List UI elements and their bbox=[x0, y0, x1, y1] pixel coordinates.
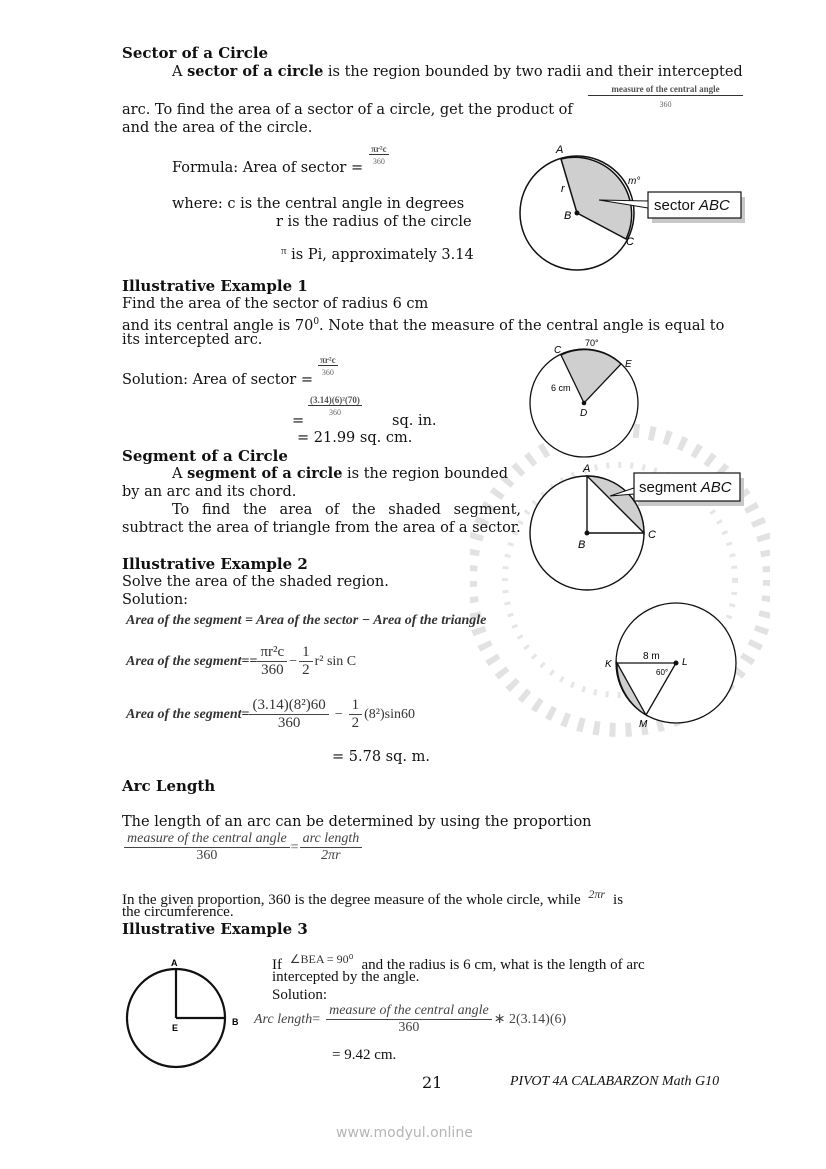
denominator: 2 bbox=[302, 661, 310, 678]
center-point bbox=[674, 661, 679, 666]
example1-formula-fraction bbox=[318, 355, 338, 377]
label-angle: 70° bbox=[585, 338, 599, 348]
label-K: K bbox=[605, 659, 612, 670]
sector-line2: arc. To find the area of a sector of a circle, get the product of bbox=[122, 102, 573, 118]
sector-heading: Sector of a Circle bbox=[122, 44, 269, 62]
minus-sign: − bbox=[334, 706, 343, 722]
ratio-fraction bbox=[588, 84, 743, 109]
sector-diagram bbox=[515, 140, 755, 275]
label-B: B bbox=[578, 539, 586, 551]
example2-result: = 5.78 sq. m. bbox=[332, 749, 430, 765]
label-C: C bbox=[648, 529, 656, 541]
sector-formula-fraction bbox=[369, 144, 389, 166]
label-angle: 60° bbox=[656, 668, 669, 677]
example1-step-eq: = bbox=[292, 413, 305, 429]
formula-denominator: 360 bbox=[321, 368, 334, 377]
example1-line3: its intercepted arc. bbox=[122, 332, 263, 348]
numerator: measure of the central angle bbox=[326, 1004, 492, 1020]
label-C: C bbox=[626, 236, 634, 248]
text: If bbox=[272, 957, 282, 973]
label-radius: 6 cm bbox=[551, 383, 571, 393]
example3-solution: Solution: bbox=[272, 987, 328, 1003]
eq-tail: r² sin C bbox=[314, 653, 357, 669]
label-L: L bbox=[682, 657, 688, 668]
numerator: πr²c bbox=[257, 645, 287, 662]
center-point bbox=[582, 401, 587, 406]
ratio-denominator: 360 bbox=[659, 100, 672, 109]
eq-fraction bbox=[326, 1004, 492, 1035]
sector-line3: and the area of the circle. bbox=[122, 120, 313, 136]
text: In the given proportion, 360 is the degree measure of the whole circle, while bbox=[122, 892, 581, 908]
formula-numerator: πr²c bbox=[371, 144, 387, 154]
example3-heading: Illustrative Example 3 bbox=[122, 920, 308, 938]
example1-step-unit: sq. in. bbox=[392, 413, 437, 429]
sector-formula-label: Formula: Area of sector = bbox=[172, 160, 364, 176]
segment-intro bbox=[172, 465, 508, 483]
numerator: arc length bbox=[300, 832, 363, 848]
where-r: r is the radius of the circle bbox=[276, 214, 472, 230]
text: A bbox=[172, 64, 188, 80]
book-title: PIVOT 4A CALABARZON Math G10 bbox=[510, 1074, 720, 1089]
eq2-fraction bbox=[257, 645, 287, 678]
denominator: 360 bbox=[196, 847, 218, 863]
center-point bbox=[585, 531, 590, 536]
segment-diagram bbox=[520, 458, 750, 593]
arc-length-line3: the circumference. bbox=[122, 904, 234, 920]
example1-solution-label: Solution: Area of sector = bbox=[122, 372, 313, 388]
label-E: E bbox=[172, 1023, 179, 1033]
example3-line2: intercepted by the angle. bbox=[272, 969, 420, 985]
eq-lhs: Area of the segment bbox=[126, 706, 242, 722]
eq-sign: = bbox=[241, 706, 250, 722]
example2-eq1 bbox=[126, 612, 486, 629]
label-B: B bbox=[232, 1017, 239, 1027]
page-number: 21 bbox=[422, 1073, 443, 1092]
circumference-symbol: 2πr bbox=[588, 887, 606, 901]
equals-sign: = bbox=[290, 839, 299, 855]
example2-diagram bbox=[595, 595, 755, 740]
callout-label: segment ABC bbox=[639, 479, 732, 496]
example3-result: = 9.42 cm. bbox=[332, 1047, 397, 1063]
equals-sign: = bbox=[312, 1011, 321, 1027]
example1-line1: Find the area of the sector of radius 6 cm bbox=[122, 296, 429, 312]
proportion-left-fraction bbox=[124, 832, 290, 863]
label-r: r bbox=[561, 183, 565, 195]
segment-line2: by an arc and its chord. bbox=[122, 484, 297, 500]
eq-rhs: = Area of the sector − Area of the triangle bbox=[241, 613, 487, 628]
formula-numerator: πr²c bbox=[320, 355, 336, 365]
eq3-fraction bbox=[249, 698, 328, 731]
eq-sign: == bbox=[241, 653, 258, 669]
formula-denominator: 360 bbox=[372, 157, 385, 166]
example1-result: = 21.99 sq. cm. bbox=[297, 430, 413, 446]
label-A: A bbox=[583, 463, 591, 475]
sector-intro bbox=[172, 63, 743, 81]
where-c: where: c is the central angle in degrees bbox=[172, 196, 465, 212]
denominator: 360 bbox=[398, 1019, 420, 1035]
text: is the region bounded bbox=[342, 466, 509, 482]
segment-heading: Segment of a Circle bbox=[122, 447, 288, 465]
example2-eq2 bbox=[126, 645, 356, 678]
eq-lhs: Area of the segment bbox=[126, 653, 242, 669]
label-radius: 8 m bbox=[643, 651, 660, 662]
denominator: 360 bbox=[277, 714, 301, 731]
label-m: m° bbox=[628, 176, 641, 187]
example2-eq3 bbox=[126, 698, 415, 731]
half-fraction bbox=[299, 645, 313, 678]
example1-heading: Illustrative Example 1 bbox=[122, 277, 308, 295]
denominator: 2 bbox=[351, 714, 360, 731]
label-E: E bbox=[625, 359, 632, 370]
arc-length-line1: The length of an arc can be determined by using the proportion bbox=[122, 814, 592, 830]
numerator: 1 bbox=[349, 698, 363, 715]
label-M: M bbox=[639, 719, 648, 730]
arc-length-heading: Arc Length bbox=[122, 777, 216, 795]
callout-label: sector ABC bbox=[654, 197, 730, 214]
step-numerator: (3.14)(6)²(70) bbox=[310, 395, 360, 405]
text: is the region bounded by two radii and their intercepted bbox=[323, 64, 743, 80]
segment-para2: To find the area of the shaded segment, subtract the area of triangle from the area of a sector. bbox=[122, 502, 521, 536]
website-watermark[interactable]: www.modyul.online bbox=[336, 1125, 473, 1141]
label-B: B bbox=[564, 210, 572, 222]
example2-heading: Illustrative Example 2 bbox=[122, 555, 308, 573]
numerator: (3.14)(8²)60 bbox=[249, 698, 328, 715]
text: and the radius is 6 cm, what is the length of arc bbox=[361, 957, 645, 973]
label-C: C bbox=[554, 345, 562, 356]
where-pi bbox=[281, 242, 474, 264]
text: is bbox=[613, 892, 624, 908]
label-A: A bbox=[556, 144, 564, 156]
proportion-right-fraction bbox=[300, 832, 363, 863]
text: A bbox=[172, 466, 188, 482]
minus-sign: − bbox=[289, 653, 298, 669]
step-denominator: 360 bbox=[328, 408, 341, 417]
arc-proportion bbox=[124, 832, 362, 863]
angle-expression: ∠BEA = 90⁰ bbox=[289, 952, 354, 966]
label-D: D bbox=[580, 408, 588, 419]
text: and its central angle is 70 bbox=[122, 317, 314, 334]
term-segment: segment of a circle bbox=[187, 465, 343, 482]
text: . Note that the measure of the central angle is equal to bbox=[319, 317, 725, 334]
example2-solution: Solution: bbox=[122, 592, 189, 608]
example1-diagram bbox=[520, 335, 650, 460]
numerator: measure of the central angle bbox=[124, 832, 290, 848]
example3-diagram bbox=[115, 955, 250, 1070]
center-point bbox=[575, 211, 580, 216]
denominator: 2πr bbox=[321, 847, 341, 863]
pi-symbol: π bbox=[281, 245, 287, 257]
half-fraction bbox=[349, 698, 363, 731]
example1-step-fraction bbox=[308, 395, 362, 417]
degree-sup: 0 bbox=[313, 317, 320, 327]
example2-line1: Solve the area of the shaded region. bbox=[122, 574, 389, 590]
eq-tail: (8²)sin60 bbox=[364, 706, 415, 722]
example3-equation bbox=[254, 1004, 566, 1035]
ratio-numerator: measure of the central angle bbox=[588, 84, 743, 96]
eq-lhs: Arc length bbox=[254, 1011, 313, 1027]
term-sector: sector of a circle bbox=[187, 63, 324, 80]
eq-lhs: Area of the segment bbox=[126, 613, 242, 628]
denominator: 360 bbox=[261, 661, 284, 678]
eq-tail: ∗ 2(3.14)(6) bbox=[493, 1012, 567, 1028]
text: is Pi, approximately 3.14 bbox=[286, 247, 474, 263]
numerator: 1 bbox=[299, 645, 313, 662]
label-A: A bbox=[171, 958, 178, 968]
